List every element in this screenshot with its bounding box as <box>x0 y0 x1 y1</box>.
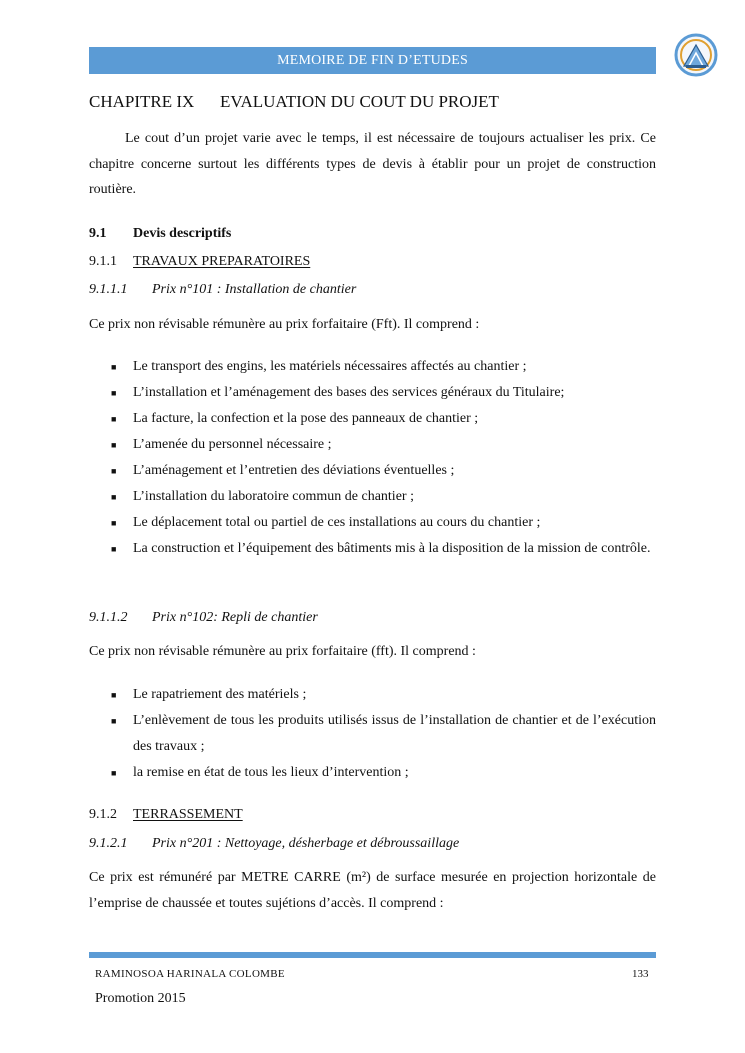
header-title: MEMOIRE DE FIN D’ETUDES <box>277 52 468 68</box>
section-title: TERRASSEMENT <box>133 807 243 822</box>
list-item: ■ La construction et l’équipement des bâtiments mis à la disposition de la mission de contrôle. <box>89 536 656 562</box>
footer-divider <box>89 952 656 958</box>
prix-102-text: Ce prix non révisable rémunère au prix forfaitaire (fft). Il comprend : <box>89 644 476 659</box>
prix-101-list <box>89 354 656 562</box>
section-number: 9.1 <box>89 226 107 241</box>
chapter-title: EVALUATION DU COUT DU PROJET <box>220 92 499 111</box>
chapter-heading <box>89 92 499 112</box>
list-item: ■ Le déplacement total ou partiel de ces installations au cours du chantier ; <box>89 510 656 536</box>
section-9-1-1-heading <box>89 254 310 270</box>
prix-101-text: Ce prix non révisable rémunère au prix forfaitaire (Fft). Il comprend : <box>89 317 480 332</box>
section-number: 9.1.2 <box>89 807 117 822</box>
section-title: Prix n°201 : Nettoyage, désherbage et débroussaillage <box>152 836 460 851</box>
section-title: Prix n°102: Repli de chantier <box>152 610 318 625</box>
section-9-1-heading <box>89 226 231 242</box>
section-9-1-2-heading <box>89 807 243 823</box>
section-number: 9.1.1.2 <box>89 610 128 625</box>
list-item: ■ L’installation du laboratoire commun de chantier ; <box>89 484 656 510</box>
section-title: Prix n°101 : Installation de chantier <box>152 282 357 297</box>
prix-101-heading <box>89 282 356 298</box>
list-item: ■ L’aménagement et l’entretien des déviations éventuelles ; <box>89 458 656 484</box>
square-bullet-icon: ■ <box>111 362 117 372</box>
footer-promotion: Promotion 2015 <box>95 991 186 1006</box>
list-item: ■ Le transport des engins, les matériels nécessaires affectés au chantier ; <box>89 354 656 380</box>
section-number: 9.1.2.1 <box>89 836 128 851</box>
section-number: 9.1.1.1 <box>89 282 128 297</box>
square-bullet-icon: ■ <box>111 690 117 700</box>
prix-102-heading <box>89 610 318 626</box>
header-bar <box>89 47 656 74</box>
prix-201-text: Ce prix est rémunéré par METRE CARRE (m²) de surface mesurée en projection horizontale de l’emprise de chaussée et toutes sujétions d’accès. Il comprend : <box>89 870 656 911</box>
square-bullet-icon: ■ <box>111 518 117 528</box>
footer-author: RAMINOSOA HARINALA COLOMBE <box>95 968 285 980</box>
square-bullet-icon: ■ <box>111 440 117 450</box>
prix-201-heading <box>89 836 459 852</box>
section-title: Devis descriptifs <box>133 226 232 241</box>
section-number: 9.1.1 <box>89 254 117 269</box>
square-bullet-icon: ■ <box>111 414 117 424</box>
list-item: ■ L’enlèvement de tous les produits utilisés issus de l’installation de chantier et de l’exécution des travaux ; <box>89 708 656 760</box>
list-item: ■ L’installation et l’aménagement des bases des services généraux du Titulaire; <box>89 380 656 406</box>
square-bullet-icon: ■ <box>111 544 117 554</box>
square-bullet-icon: ■ <box>111 768 117 778</box>
prix-102-list <box>89 682 656 786</box>
chapter-number: CHAPITRE IX <box>89 92 195 111</box>
section-title: TRAVAUX PREPARATOIRES <box>133 254 311 269</box>
intro-paragraph: Le cout d’un projet varie avec le temps, il est nécessaire de toujours actualiser les prix. Ce chapitre concerne surtout les différents types de devis à établir pour un projet de construction routière. <box>89 131 656 197</box>
list-item: ■ la remise en état de tous les lieux d’intervention ; <box>89 760 656 786</box>
square-bullet-icon: ■ <box>111 492 117 502</box>
list-item: ■ L’amenée du personnel nécessaire ; <box>89 432 656 458</box>
square-bullet-icon: ■ <box>111 716 117 726</box>
square-bullet-icon: ■ <box>111 388 117 398</box>
list-item: ■ La facture, la confection et la pose des panneaux de chantier ; <box>89 406 656 432</box>
list-item: ■ Le rapatriement des matériels ; <box>89 682 656 708</box>
page-number: 133 <box>632 968 649 980</box>
school-emblem-icon <box>674 33 718 77</box>
square-bullet-icon: ■ <box>111 466 117 476</box>
